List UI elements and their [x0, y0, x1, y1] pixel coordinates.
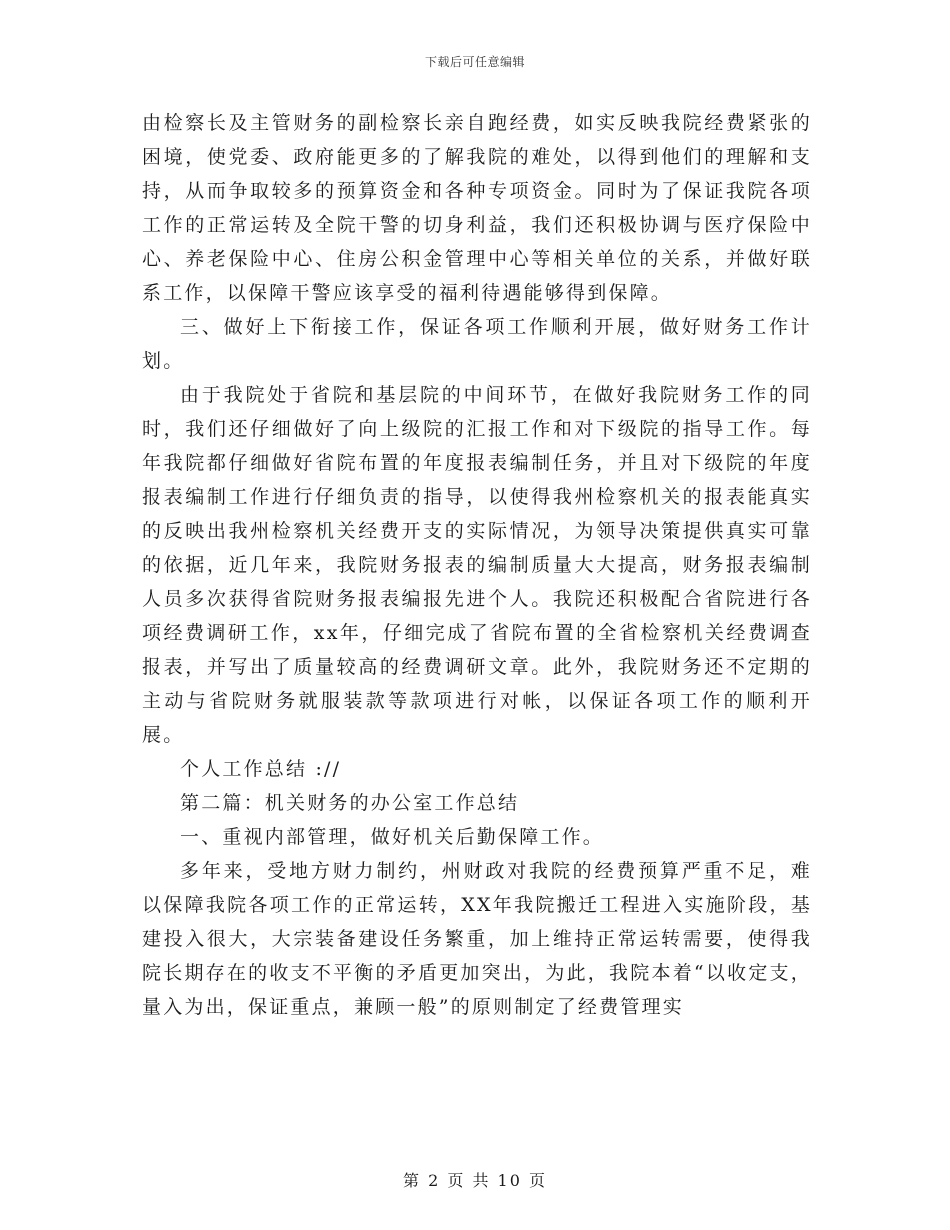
paragraph: 个人工作总结 ://: [180, 758, 342, 780]
chapter-title: 第二篇：机关财务的办公室工作总结: [180, 792, 520, 814]
section-heading: 三、做好上下衔接工作，保证各项工作顺利开展，做好财务工作计划。: [142, 316, 812, 372]
paragraph: 多年来，受地方财力制约，州财政对我院的经费预算严重不足，难以保障我院各项工作的正常运转，XX年我院搬迁工程进入实施阶段，基建投入很大，大宗装备建设任务繁重，加上维持正常运转需要，使得我院长期存在的收支不平衡的矛盾更加突出，为此，我院本着“以收定支，量入为出，保证重点，兼顾一般”的原则制定了经费管理实: [142, 860, 812, 1018]
page-number: 第 2 页 共 10 页: [403, 1171, 547, 1190]
page-body: [142, 106, 812, 1024]
page-header: 下载后可任意编辑: [424, 55, 525, 69]
paragraph: 由检察长及主管财务的副检察长亲自跑经费，如实反映我院经费紧张的困境，使党委、政府能更多的了解我院的难处，以得到他们的理解和支持，从而争取较多的预算资金和各种专项资金。同时为了保证我院各项工作的正常运转及全院干警的切身利益，我们还积极协调与医疗保险中心、养老保险中心、住房公积金管理中心等相关单位的关系，并做好联系工作，以保障干警应该享受的福利待遇能够得到保障。: [142, 112, 812, 304]
section-heading: 一、重视内部管理，做好机关后勤保障工作。: [180, 826, 605, 848]
paragraph: 由于我院处于省院和基层院的中间环节，在做好我院财务工作的同时，我们还仔细做好了向上级院的汇报工作和对下级院的指导工作。每年我院都仔细做好省院布置的年度报表编制任务，并且对下级院的年度报表编制工作进行仔细负责的指导，以使得我州检察机关的报表能真实的反映出我州检察机关经费开支的实际情况，为领导决策提供真实可靠的依据，近几年来，我院财务报表的编制质量大大提高，财务报表编制人员多次获得省院财务报表编报先进个人。我院还积极配合省院进行各项经费调研工作，xx年，仔细完成了省院布置的全省检察机关经费调查报表，并写出了质量较高的经费调研文章。此外，我院财务还不定期的主动与省院财务就服装款等款项进行对帐，以保证各项工作的顺利开展。: [142, 384, 812, 746]
